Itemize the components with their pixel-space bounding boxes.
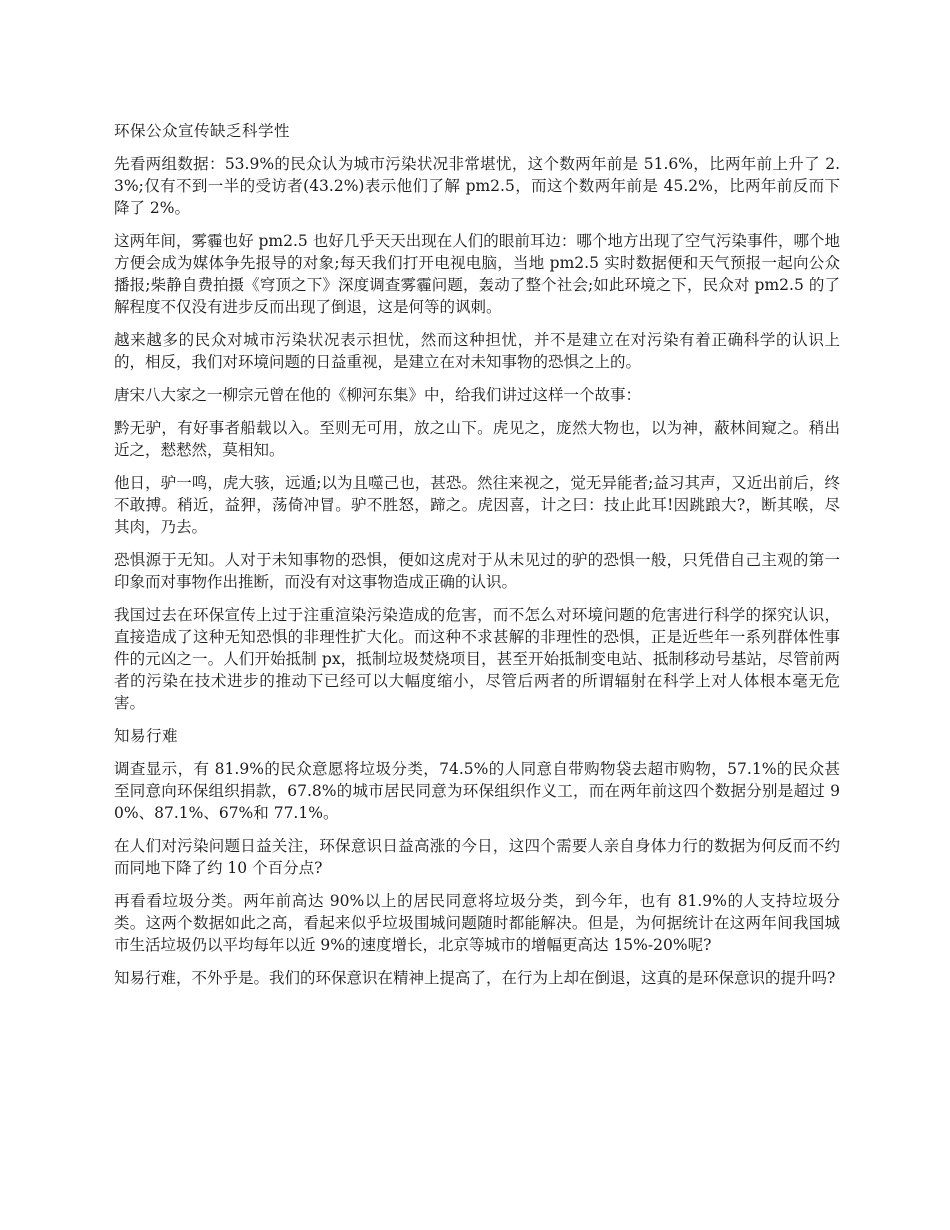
paragraph: 越来越多的民众对城市污染状况表示担忧，然而这种担忧，并不是建立在对污染有着正确科学的认识上的，相反，我们对环境问题的日益重视，是建立在对未知事物的恐惧之上的。 (114, 331, 840, 371)
paragraph: 我国过去在环保宣传上过于注重渲染污染造成的危害，而不怎么对环境问题的危害进行科学的探究认识，直接造成了这种无知恐惧的非理性扩大化。而这种不求甚解的非理性的恐惧，正是近些年一系列群体性事件的元凶之一。人们开始抵制 px，抵制垃圾焚烧项目，甚至开始抵制变电站、抵制移动号基站，尽管前两者的污染在技术进步的推动下已经可以大幅度缩小，尽管后两者的所谓辐射在科学上对人体根本毫无危害。 (114, 606, 840, 712)
paragraph: 他日，驴一鸣，虎大骇，远遁;以为且噬己也，甚恐。然往来视之，觉无异能者;益习其声，又近出前后，终不敢搏。稍近，益狎，荡倚冲冒。驴不胜怒，蹄之。虎因喜，计之曰：技止此耳!因跳踉大?，断其喉，尽其肉，乃去。 (114, 474, 840, 536)
paragraph: 知易行难，不外乎是。我们的环保意识在精神上提高了，在行为上却在倒退，这真的是环保意识的提升吗? (114, 969, 836, 987)
section-heading: 知易行难 (114, 727, 179, 745)
paragraph: 恐惧源于无知。人对于未知事物的恐惧，便如这虎对于从未见过的驴的恐惧一般，只凭借自己主观的第一印象而对事物作出推断，而没有对这事物造成正确的认识。 (114, 551, 840, 591)
document-page (114, 120, 840, 1000)
paragraph: 这两年间，雾霾也好 pm2.5 也好几乎天天出现在人们的眼前耳边：哪个地方出现了空气污染事件，哪个地方便会成为媒体争先报导的对象;每天我们打开电视电脑，当地 pm2.5 实时数据便和天气预报一起向公众播报;柴静自费拍摄《穹顶之下》深度调查雾霾问题，轰动了整个社会;如此环境之下，民众对 pm2.5 的了解程度不仅没有进步反而出现了倒退，这是何等的讽刺。 (114, 232, 840, 316)
paragraph: 调查显示，有 81.9%的民众意愿将垃圾分类，74.5%的人同意自带购物袋去超市购物，57.1%的民众甚至同意向环保组织捐款，67.8%的城市居民同意为环保组织作义工，而在两年前这四个数据分别是超过 90%、87.1%、67%和 77.1%。 (114, 760, 840, 822)
paragraph: 在人们对污染问题日益关注，环保意识日益高涨的今日，这四个需要人亲自身体力行的数据为何反而不约而同地下降了约 10 个百分点? (114, 837, 840, 877)
paragraph: 再看看垃圾分类。两年前高达 90%以上的居民同意将垃圾分类，到今年，也有 81.9%的人支持垃圾分类。这两个数据如此之高，看起来似乎垃圾围城问题随时都能解决。但是，为何据统计在这两年间我国城市生活垃圾仍以平均每年以近 9%的速度增长，北京等城市的增幅更高达 15%-20%呢? (114, 892, 840, 954)
paragraph: 唐宋八大家之一柳宗元曾在他的《柳河东集》中，给我们讲过这样一个故事： (114, 386, 642, 404)
paragraph: 先看两组数据：53.9%的民众认为城市污染状况非常堪忧，这个数两年前是 51.6%，比两年前上升了 2.3%;仅有不到一半的受访者(43.2%)表示他们了解 pm2.5，而这个数两年前是 45.2%，比两年前反而下降了 2%。 (114, 155, 840, 217)
paragraph: 黔无驴，有好事者船载以入。至则无可用，放之山下。虎见之，庞然大物也，以为神，蔽林间窥之。稍出近之，慭慭然，莫相知。 (114, 419, 840, 459)
section-heading: 环保公众宣传缺乏科学性 (114, 122, 291, 140)
